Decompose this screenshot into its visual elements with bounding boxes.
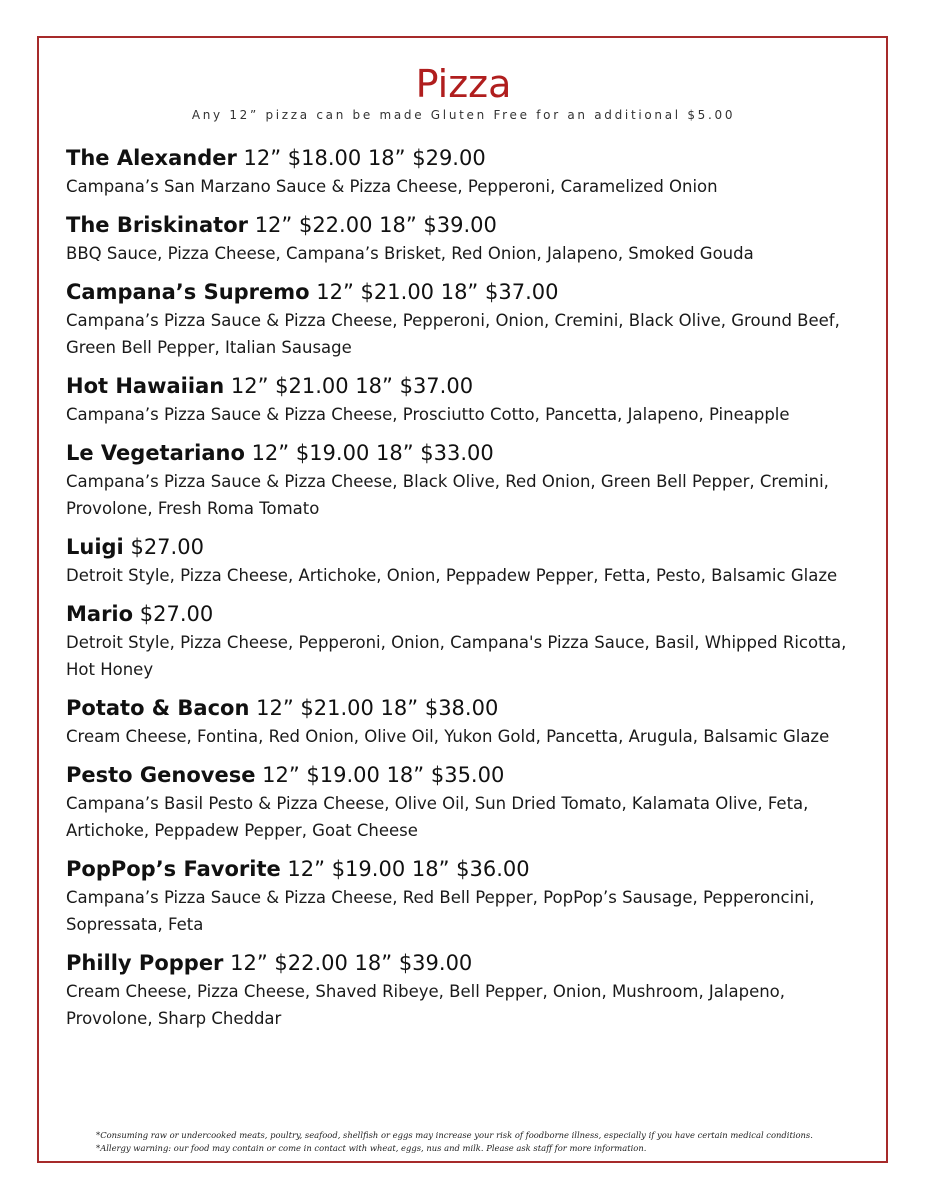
item-description: Campana’s Pizza Sauce & Pizza Cheese, Prosciutto Cotto, Pancetta, Jalapeno, Pineapple bbox=[66, 405, 790, 424]
item-description: Detroit Style, Pizza Cheese, Pepperoni, Onion, Campana's Pizza Sauce, Basil, Whipped Ricotta, Hot Honey bbox=[66, 633, 847, 679]
menu-item bbox=[66, 439, 866, 522]
item-price: 12” $19.00 18” $33.00 bbox=[251, 441, 494, 465]
raw-food-warning: *Consuming raw or undercooked meats, poultry, seafood, shellfish or eggs may increase your risk of foodborne illness, especially if you have certain medical conditions. bbox=[96, 1130, 813, 1140]
item-name: Philly Popper bbox=[66, 951, 224, 975]
menu-item bbox=[66, 694, 866, 750]
item-price: 12” $21.00 18” $38.00 bbox=[256, 696, 499, 720]
item-name: The Alexander bbox=[66, 146, 237, 170]
item-price: 12” $19.00 18” $35.00 bbox=[262, 763, 505, 787]
item-name: The Briskinator bbox=[66, 213, 248, 237]
item-description: Campana’s Basil Pesto & Pizza Cheese, Olive Oil, Sun Dried Tomato, Kalamata Olive, Feta, Artichoke, Peppadew Pepper, Goat Cheese bbox=[66, 794, 809, 840]
item-price: 12” $22.00 18” $39.00 bbox=[254, 213, 497, 237]
item-name: Potato & Bacon bbox=[66, 696, 250, 720]
item-description: Cream Cheese, Fontina, Red Onion, Olive Oil, Yukon Gold, Pancetta, Arugula, Balsamic Glaze bbox=[66, 727, 830, 746]
page-title: Pizza bbox=[415, 62, 512, 106]
item-name: Mario bbox=[66, 602, 134, 626]
menu-item bbox=[66, 855, 866, 938]
menu-item-list bbox=[66, 144, 866, 1043]
menu-item bbox=[66, 761, 866, 844]
item-description: BBQ Sauce, Pizza Cheese, Campana’s Brisket, Red Onion, Jalapeno, Smoked Gouda bbox=[66, 244, 754, 263]
item-name: Luigi bbox=[66, 535, 124, 559]
menu-item bbox=[66, 949, 866, 1032]
item-price: 12” $21.00 18” $37.00 bbox=[316, 280, 559, 304]
item-description: Cream Cheese, Pizza Cheese, Shaved Ribeye, Bell Pepper, Onion, Mushroom, Jalapeno, Provolone, Sharp Cheddar bbox=[66, 982, 786, 1028]
item-price: $27.00 bbox=[130, 535, 204, 559]
menu-item bbox=[66, 211, 866, 267]
footnotes bbox=[0, 1129, 927, 1155]
item-price: 12” $22.00 18” $39.00 bbox=[230, 951, 473, 975]
allergy-warning: *Allergy warning: our food may contain or come in contact with wheat, eggs, nus and milk. Please ask staff for more information. bbox=[96, 1143, 647, 1153]
item-description: Campana’s Pizza Sauce & Pizza Cheese, Pepperoni, Onion, Cremini, Black Olive, Ground Beef, Green Bell Pepper, Italian Sausage bbox=[66, 311, 840, 357]
item-price: $27.00 bbox=[139, 602, 214, 626]
menu-item bbox=[66, 144, 866, 200]
item-description: Campana’s Pizza Sauce & Pizza Cheese, Black Olive, Red Onion, Green Bell Pepper, Cremini, Provolone, Fresh Roma Tomato bbox=[66, 472, 829, 518]
item-price: 12” $21.00 18” $37.00 bbox=[230, 374, 474, 398]
menu-item bbox=[66, 600, 866, 683]
item-price: 12” $18.00 18” $29.00 bbox=[243, 146, 486, 170]
item-name: Le Vegetariano bbox=[66, 441, 245, 465]
item-name: Hot Hawaiian bbox=[66, 374, 225, 398]
item-name: Campana’s Supremo bbox=[66, 280, 310, 304]
menu-item bbox=[66, 372, 866, 428]
menu-item bbox=[66, 278, 866, 361]
gluten-free-note: Any 12” pizza can be made Gluten Free for an additional $5.00 bbox=[191, 108, 736, 122]
menu-item bbox=[66, 533, 866, 589]
item-description: Campana’s Pizza Sauce & Pizza Cheese, Red Bell Pepper, PopPop’s Sausage, Pepperoncini, Sopressata, Feta bbox=[66, 888, 815, 934]
item-name: PopPop’s Favorite bbox=[66, 857, 281, 881]
item-name: Pesto Genovese bbox=[66, 763, 256, 787]
item-price: 12” $19.00 18” $36.00 bbox=[287, 857, 530, 881]
item-description: Detroit Style, Pizza Cheese, Artichoke, Onion, Peppadew Pepper, Fetta, Pesto, Balsamic Glaze bbox=[66, 566, 838, 585]
item-description: Campana’s San Marzano Sauce & Pizza Cheese, Pepperoni, Caramelized Onion bbox=[66, 177, 718, 196]
